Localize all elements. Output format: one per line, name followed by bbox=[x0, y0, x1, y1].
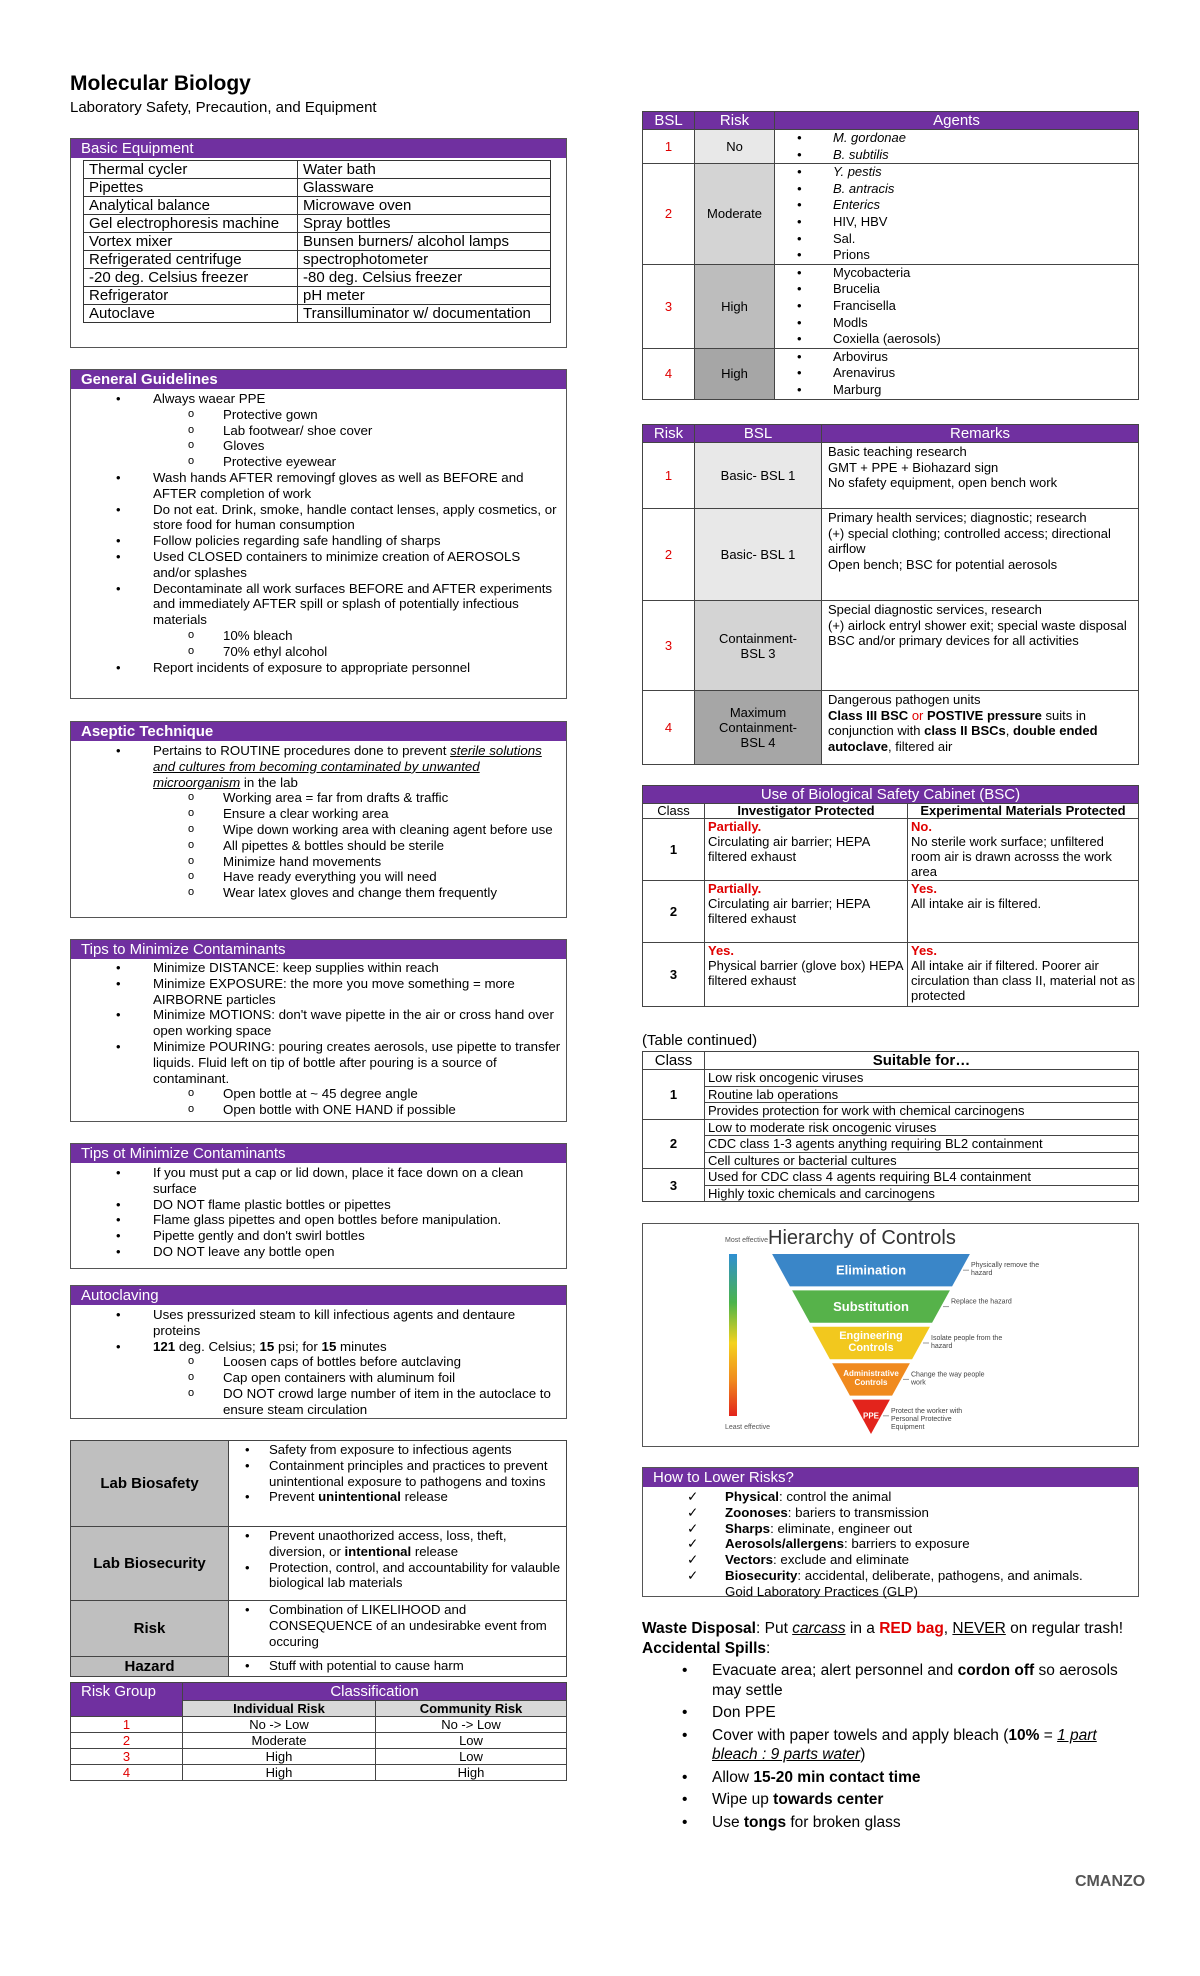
bsl-level: Basic- BSL 1 bbox=[695, 443, 822, 509]
list-item: • Stuff with potential to cause harm bbox=[229, 1658, 566, 1674]
list-item: o Have ready everything you will need bbox=[71, 869, 561, 885]
table-cell: Water bath bbox=[298, 161, 551, 179]
table-cell: 3 bbox=[71, 1749, 183, 1765]
table-row bbox=[643, 943, 1139, 1007]
table-cell: Low bbox=[376, 1733, 567, 1749]
table-cell: No -> Low bbox=[376, 1717, 567, 1733]
row-details bbox=[229, 1527, 567, 1601]
list-item: • Always waear PPE bbox=[71, 391, 561, 407]
least-effective-label: Least effective bbox=[725, 1424, 771, 1431]
column-header: Class bbox=[643, 804, 705, 819]
bsl-level: Containment- BSL 3 bbox=[695, 601, 822, 691]
list-item: • Do not eat. Drink, smoke, handle contact lenses, apply cosmetics, or store food for human consumption bbox=[71, 502, 561, 534]
list-item: • Minimize MOTIONS: don't wave pipette in the air or cross hand over open working space bbox=[71, 1007, 561, 1039]
list-item: • Protection, control, and accountability for valauble biological lab materials bbox=[229, 1560, 566, 1592]
waste-disposal-line: Waste Disposal: Put carcass in a RED bag, NEVER on regular trash! bbox=[642, 1620, 1124, 1637]
risk-level: 3 bbox=[643, 601, 695, 691]
column-header: Remarks bbox=[822, 425, 1139, 443]
suitable-cell bbox=[705, 1169, 1139, 1202]
bsc-table bbox=[642, 785, 1139, 1007]
list-item: o Open bottle at ~ 45 degree angle bbox=[71, 1086, 561, 1102]
list-item: • Francisella bbox=[775, 298, 1138, 315]
table-cell: Bunsen burners/ alcohol lamps bbox=[298, 233, 551, 251]
materials-cell: Yes. All intake air if filtered. Poorer air circulation than class II, material not as protected bbox=[908, 943, 1139, 1007]
accidental-spills-title: Accidental Spills: bbox=[642, 1639, 771, 1657]
table-cell: Transilluminator w/ documentation bbox=[298, 305, 551, 323]
list-item: • Sal. bbox=[775, 231, 1138, 248]
list-item-extra: Goid Laboratory Practices (GLP) bbox=[725, 1583, 918, 1599]
general-guidelines-section bbox=[70, 369, 567, 699]
risk-level: 4 bbox=[643, 691, 695, 765]
table-cell: Spray bottles bbox=[298, 215, 551, 233]
table-row bbox=[84, 179, 551, 197]
biosafety-table bbox=[70, 1440, 567, 1677]
list-item: • Flame glass pipettes and open bottles before manipulation. bbox=[71, 1212, 561, 1228]
row-label: Hazard bbox=[71, 1657, 229, 1677]
list-item: • Wipe up towards center bbox=[682, 1791, 884, 1808]
list-item: • Combination of LIKELIHOOD and CONSEQUENCE of an undesirabke event from occuring bbox=[229, 1602, 566, 1649]
list-item: • B. subtilis bbox=[775, 147, 1138, 164]
aseptic-technique-section bbox=[70, 721, 567, 918]
table-cell: No -> Low bbox=[183, 1717, 376, 1733]
list-item: o Lab footwear/ shoe cover bbox=[71, 423, 561, 439]
list-item: • Y. pestis bbox=[775, 164, 1138, 181]
agents-cell bbox=[775, 164, 1139, 265]
column-header: Class bbox=[643, 1052, 705, 1070]
list-item: • Report incidents of exposure to appropriate personnel bbox=[71, 660, 561, 676]
list-item: • Allow 15-20 min contact time bbox=[682, 1768, 921, 1786]
list-item: • Uses pressurized steam to kill infectious agents and dentaure proteins bbox=[71, 1307, 561, 1339]
table-cell: 1 bbox=[71, 1717, 183, 1733]
document-subtitle: Laboratory Safety, Precaution, and Equipment bbox=[70, 99, 377, 116]
table-row bbox=[643, 881, 1139, 943]
table-row bbox=[84, 305, 551, 323]
table-row bbox=[71, 1527, 567, 1601]
agents-list bbox=[775, 164, 1138, 264]
table-cell: Glassware bbox=[298, 179, 551, 197]
checkmark-icon: ✓ bbox=[687, 1489, 699, 1504]
suitable-line: Provides protection for work with chemical carcinogens bbox=[708, 1103, 1025, 1118]
aseptic-list bbox=[71, 743, 561, 901]
list-item: • Pipette gently and don't swirl bottles bbox=[71, 1228, 561, 1244]
column-header: Experimental Materials Protected bbox=[908, 804, 1139, 819]
class-number: 2 bbox=[643, 881, 705, 943]
document-title: Molecular Biology bbox=[70, 72, 251, 95]
table-row bbox=[71, 1441, 567, 1527]
details-list bbox=[229, 1601, 566, 1649]
table-row bbox=[71, 1657, 567, 1677]
table-cell: Refrigerator bbox=[84, 287, 298, 305]
suitable-cell bbox=[705, 1119, 1139, 1169]
table-row bbox=[71, 1601, 567, 1657]
bsl-level: Maximum Containment- BSL 4 bbox=[695, 691, 822, 765]
section-header: Tips to Minimize Contaminants bbox=[71, 940, 566, 959]
bsl-level: Basic- BSL 1 bbox=[695, 509, 822, 601]
waste-disposal-section bbox=[642, 1619, 1162, 1832]
list-item: • Used CLOSED containers to minimize creation of AEROSOLS and/or splashes bbox=[71, 549, 561, 581]
table-row bbox=[643, 264, 1139, 348]
bsl-agents-table bbox=[642, 111, 1139, 400]
column-header: Investigator Protected bbox=[705, 804, 908, 819]
hierarchy-title: Hierarchy of Controls bbox=[768, 1227, 956, 1249]
section-header: Basic Equipment bbox=[71, 139, 566, 158]
level-3-description: Isolate people from the hazard bbox=[931, 1335, 1003, 1350]
guidelines-list bbox=[71, 391, 561, 675]
list-item: • Marburg bbox=[775, 382, 1138, 399]
row-label: Lab Biosafety bbox=[71, 1441, 229, 1527]
risk-group-table bbox=[70, 1682, 567, 1781]
risk-level: High bbox=[695, 264, 775, 348]
table-cell: -20 deg. Celsius freezer bbox=[84, 269, 298, 287]
autoclaving-list bbox=[71, 1307, 561, 1418]
remark-line: Class III BSC or POSTIVE pressure suits in conjunction with class II BSCs, double ended autoclave, filtered air bbox=[828, 707, 1098, 754]
lower-risks-list bbox=[643, 1489, 1138, 1600]
bsl-level: 4 bbox=[643, 348, 695, 399]
remark-line: (+) airlock entryl shower exit; special waste disposal bbox=[828, 617, 1127, 633]
list-item: • Arenavirus bbox=[775, 365, 1138, 382]
header-row bbox=[643, 425, 1139, 443]
level-1-description: Physically remove the hazard bbox=[971, 1262, 1040, 1278]
column-header: Suitable for… bbox=[705, 1052, 1139, 1070]
section-header: General Guidelines bbox=[71, 370, 566, 389]
level-4-name: Administrative Controls bbox=[843, 1369, 899, 1388]
table-cell: -80 deg. Celsius freezer bbox=[298, 269, 551, 287]
checkmark-icon: ✓ bbox=[687, 1552, 699, 1568]
agents-list bbox=[775, 265, 1138, 348]
risk-level: 2 bbox=[643, 509, 695, 601]
hierarchy-of-controls bbox=[642, 1223, 1139, 1447]
remark-line: Primary health services; diagnostic; research bbox=[828, 510, 1087, 525]
suitable-line: Cell cultures or bacterial cultures bbox=[708, 1152, 897, 1168]
details-list bbox=[229, 1527, 566, 1591]
tips-minimize-section bbox=[70, 939, 567, 1122]
autoclaving-section bbox=[70, 1285, 567, 1419]
table-cell: pH meter bbox=[298, 287, 551, 305]
list-item: • HIV, HBV bbox=[775, 214, 1138, 231]
bsl-level: 2 bbox=[643, 164, 695, 265]
level-2-name: Substitution bbox=[833, 1298, 909, 1314]
list-item: • B. antracis bbox=[775, 181, 1138, 198]
table-cell: High bbox=[183, 1749, 376, 1765]
column-header: Risk Group bbox=[71, 1683, 183, 1717]
list-item: • Minimize DISTANCE: keep supplies within reach bbox=[71, 960, 561, 976]
details-list bbox=[229, 1441, 566, 1505]
tips-ot-minimize-section bbox=[70, 1143, 567, 1269]
effectiveness-bar bbox=[729, 1254, 737, 1416]
checkmark-icon: ✓ bbox=[687, 1520, 699, 1536]
table-row bbox=[643, 819, 1139, 881]
table-row bbox=[643, 443, 1139, 509]
table-cell: High bbox=[376, 1765, 567, 1781]
remark-line: Basic teaching research bbox=[828, 444, 967, 459]
table-row bbox=[84, 215, 551, 233]
list-item: • Enterics bbox=[775, 197, 1138, 214]
list-item: • Minimize POURING: pouring creates aerosols, use pipette to transfer liquids. Fluid left on tip of bottle after pouring is a source of contaminant. bbox=[71, 1039, 561, 1086]
list-item: o DO NOT crowd large number of item in the autoclace to ensure steam circulation bbox=[71, 1386, 561, 1418]
tips-list bbox=[71, 960, 561, 1118]
column-header: Classification bbox=[183, 1683, 567, 1701]
tips-list bbox=[71, 1165, 561, 1260]
details-list bbox=[229, 1657, 566, 1674]
list-item: • Decontaminate all work surfaces BEFORE and AFTER experiments and immediately AFTER spill or splash of potentially infectious materials bbox=[71, 581, 561, 628]
table-cell: Pipettes bbox=[84, 179, 298, 197]
table-cell: Analytical balance bbox=[84, 197, 298, 215]
remarks-cell bbox=[822, 443, 1139, 509]
table-cell: spectrophotometer bbox=[298, 251, 551, 269]
table-row bbox=[643, 691, 1139, 765]
table-title: Use of Biological Safety Cabinet (BSC) bbox=[643, 786, 1139, 804]
column-header: BSL bbox=[695, 425, 822, 443]
risk-level: Moderate bbox=[695, 164, 775, 265]
list-item: • If you must put a cap or lid down, place it face down on a clean surface bbox=[71, 1165, 561, 1197]
table-cell: Autoclave bbox=[84, 305, 298, 323]
list-item: • Safety from exposure to infectious agents bbox=[229, 1442, 566, 1458]
row-label: Risk bbox=[71, 1601, 229, 1657]
list-item: • Pertains to ROUTINE procedures done to prevent sterile solutions and cultures from becoming contaminated by unwanted microorganism in the lab bbox=[71, 743, 561, 790]
table-row bbox=[643, 1119, 1139, 1169]
list-item: • Coxiella (aerosols) bbox=[775, 331, 1138, 348]
table-row bbox=[71, 1749, 567, 1765]
table-row bbox=[84, 161, 551, 179]
materials-cell: Yes. All intake air is filtered. bbox=[908, 881, 1139, 943]
list-item: • Wash hands AFTER removingf gloves as well as BEFORE and AFTER completion of work bbox=[71, 470, 561, 502]
bsc-suitable-table bbox=[642, 1051, 1139, 1202]
suitable-cell bbox=[705, 1070, 1139, 1120]
section-header: How to Lower Risks? bbox=[643, 1468, 1138, 1487]
equipment-table bbox=[83, 160, 551, 323]
remarks-cell bbox=[822, 601, 1139, 691]
table-row bbox=[643, 1169, 1139, 1202]
table-row bbox=[643, 164, 1139, 265]
list-item: o Protective eyewear bbox=[71, 454, 561, 470]
level-3-name: Engineering Controls bbox=[839, 1330, 903, 1355]
suitable-line: Low risk oncogenic viruses bbox=[705, 1070, 1138, 1087]
table-cell: Low bbox=[376, 1749, 567, 1765]
list-item: ✓ Biosecurity: accidental, deliberate, pathogens, and animals. bbox=[687, 1567, 1083, 1583]
list-item: • Follow policies regarding safe handling of sharps bbox=[71, 533, 561, 549]
table-row bbox=[71, 1733, 567, 1749]
investigator-cell: Partially. Circulating air barrier; HEPA filtered exhaust bbox=[705, 881, 908, 943]
risk-level: No bbox=[695, 130, 775, 164]
spills-list bbox=[642, 1661, 1162, 1832]
bsl-level: 3 bbox=[643, 264, 695, 348]
remark-line: (+) special clothing; controlled access; directional airflow bbox=[828, 525, 1111, 556]
list-item: • Arbovirus bbox=[775, 349, 1138, 366]
header-row bbox=[643, 786, 1139, 804]
list-item: • DO NOT flame plastic bottles or pipettes bbox=[71, 1197, 561, 1213]
class-number: 2 bbox=[643, 1119, 705, 1169]
list-item: • Minimize EXPOSURE: the more you move something = more AIRBORNE particles bbox=[71, 976, 561, 1008]
list-item: • Don PPE bbox=[682, 1704, 776, 1721]
hierarchy-diagram bbox=[643, 1224, 1138, 1446]
class-number: 3 bbox=[643, 943, 705, 1007]
class-number: 3 bbox=[643, 1169, 705, 1202]
list-item: • Mycobacteria bbox=[775, 265, 1138, 282]
agents-cell bbox=[775, 130, 1139, 164]
list-item: o Wear latex gloves and change them frequently bbox=[71, 885, 561, 901]
list-item: ✓ Aerosols/allergens: barriers to exposure bbox=[687, 1536, 970, 1552]
table-row bbox=[643, 348, 1139, 399]
investigator-cell: Partially. Circulating air barrier; HEPA filtered exhaust bbox=[705, 819, 908, 881]
column-header: Agents bbox=[775, 112, 1139, 130]
list-item: • Cover with paper towels and apply bleach (10% = 1 part bleach : 9 parts water) bbox=[682, 1726, 1097, 1763]
table-row bbox=[643, 1070, 1139, 1120]
suitable-line: CDC class 1-3 agents anything requiring BL2 containment bbox=[705, 1136, 1138, 1153]
agents-cell bbox=[775, 348, 1139, 399]
list-item: • Use tongs for broken glass bbox=[682, 1813, 901, 1831]
level-1-name: Elimination bbox=[835, 1262, 907, 1278]
remark-line: No sfafety equipment, open bench work bbox=[828, 475, 1058, 490]
risk-remarks-table bbox=[642, 424, 1139, 765]
section-header: Aseptic Technique bbox=[71, 722, 566, 741]
table-row bbox=[84, 233, 551, 251]
remarks-cell bbox=[822, 509, 1139, 601]
suitable-line: Low to moderate risk oncogenic viruses bbox=[705, 1120, 1138, 1137]
hierarchy-levels bbox=[772, 1254, 1039, 1434]
table-cell: 2 bbox=[71, 1733, 183, 1749]
list-item: ✓ Physical: control the animal bbox=[687, 1489, 892, 1504]
column-header: Risk bbox=[695, 112, 775, 130]
section-header: Autoclaving bbox=[71, 1286, 566, 1305]
materials-cell: No. No sterile work surface; unfiltered room air is drawn acrosss the work area bbox=[908, 819, 1139, 881]
table-row bbox=[84, 197, 551, 215]
suitable-line: Used for CDC class 4 agents requiring BL4 containment bbox=[705, 1169, 1138, 1186]
agents-cell bbox=[775, 264, 1139, 348]
checkmark-icon: ✓ bbox=[687, 1504, 699, 1520]
list-item: o 70% ethyl alcohol bbox=[71, 644, 561, 660]
table-cell: Gel electrophoresis machine bbox=[84, 215, 298, 233]
agents-list bbox=[775, 349, 1138, 399]
list-item: o Working area = far from drafts & traffic bbox=[71, 790, 561, 806]
list-item: • DO NOT leave any bottle open bbox=[71, 1244, 561, 1260]
section-header: Tips ot Minimize Contaminants bbox=[71, 1144, 566, 1163]
list-item: ✓ Sharps: eliminate, engineer out bbox=[687, 1520, 913, 1536]
bsl-level: 1 bbox=[643, 130, 695, 164]
list-item: • Brucelia bbox=[775, 281, 1138, 298]
list-item: • Modls bbox=[775, 315, 1138, 332]
list-item: o Minimize hand movements bbox=[71, 854, 561, 870]
lower-risks-section bbox=[642, 1467, 1139, 1597]
list-item: • Evacuate area; alert personnel and cordon off so aerosols may settle bbox=[682, 1662, 1118, 1699]
table-cell: High bbox=[183, 1765, 376, 1781]
list-item: ✓ Zoonoses: bariers to transmission bbox=[687, 1504, 929, 1520]
subheader: Community Risk bbox=[376, 1701, 567, 1717]
investigator-cell: Yes. Physical barrier (glove box) HEPA filtered exhaust bbox=[705, 943, 908, 1007]
row-details bbox=[229, 1441, 567, 1527]
risk-level: High bbox=[695, 348, 775, 399]
list-item: • Prions bbox=[775, 247, 1138, 264]
list-item: o Ensure a clear working area bbox=[71, 806, 561, 822]
list-item: • Prevent unintentional release bbox=[229, 1489, 566, 1505]
table-row bbox=[71, 1765, 567, 1781]
table-row bbox=[643, 601, 1139, 691]
table-row bbox=[71, 1717, 567, 1733]
checkmark-icon: ✓ bbox=[687, 1536, 699, 1552]
most-effective-label: Most effective bbox=[725, 1237, 769, 1244]
remarks-cell bbox=[822, 691, 1139, 765]
list-item: o Open bottle with ONE HAND if possible bbox=[71, 1102, 561, 1118]
row-label: Lab Biosecurity bbox=[71, 1527, 229, 1601]
header-row bbox=[643, 112, 1139, 130]
list-item: o Cap open containers with aluminum foil bbox=[71, 1370, 561, 1386]
list-item: • M. gordonae bbox=[775, 130, 1138, 147]
table-row bbox=[84, 287, 551, 305]
column-header: BSL bbox=[643, 112, 695, 130]
remark-line: BSC and/or primary devices for all activities bbox=[828, 633, 1079, 648]
header-row bbox=[71, 1683, 567, 1701]
list-item: o Wipe down working area with cleaning agent before use bbox=[71, 822, 561, 838]
checkmark-icon: ✓ bbox=[687, 1567, 699, 1583]
remark-line: GMT + PPE + Biohazard sign bbox=[828, 459, 999, 475]
author-label: CMANZO bbox=[1075, 1873, 1146, 1890]
level-5-description: Protect the worker with Personal Protective Equipment bbox=[891, 1407, 963, 1431]
table-row bbox=[643, 130, 1139, 164]
list-item: o Gloves bbox=[71, 438, 561, 454]
remark-line: Open bench; BSC for potential aerosols bbox=[828, 556, 1058, 572]
level-5-name: PPE bbox=[862, 1411, 880, 1421]
suitable-line: Highly toxic chemicals and carcinogens bbox=[708, 1185, 935, 1201]
column-header: Risk bbox=[643, 425, 695, 443]
list-item: • 121 deg. Celsius; 15 psi; for 15 minutes bbox=[71, 1339, 561, 1355]
list-item: • Prevent unaothorized access, loss, theft, diversion, or intentional release bbox=[229, 1528, 566, 1560]
table-cell: Thermal cycler bbox=[84, 161, 298, 179]
class-number: 1 bbox=[643, 1070, 705, 1120]
subheader: Individual Risk bbox=[183, 1701, 376, 1717]
header-row bbox=[643, 1052, 1139, 1070]
class-number: 1 bbox=[643, 819, 705, 881]
table-cell: Vortex mixer bbox=[84, 233, 298, 251]
suitable-line: Routine lab operations bbox=[705, 1087, 1138, 1104]
table-cell: Refrigerated centrifuge bbox=[84, 251, 298, 269]
list-item: o Loosen caps of bottles before autclaving bbox=[71, 1354, 561, 1370]
risk-level: 1 bbox=[643, 443, 695, 509]
list-item: ✓ Vectors: exclude and eliminate bbox=[687, 1552, 910, 1568]
table-cell: 4 bbox=[71, 1765, 183, 1781]
row-details bbox=[229, 1601, 567, 1657]
remark-line: Special diagnostic services, research bbox=[828, 602, 1042, 617]
table-row bbox=[84, 269, 551, 287]
list-item: o All pipettes & bottles should be sterile bbox=[71, 838, 561, 854]
list-item: • Containment principles and practices to prevent unintentional exposure to pathogens and toxins bbox=[229, 1458, 566, 1490]
list-item: o 10% bleach bbox=[71, 628, 561, 644]
basic-equipment-section bbox=[70, 138, 567, 348]
table-row bbox=[643, 509, 1139, 601]
page-title bbox=[70, 72, 377, 116]
table-cell: Microwave oven bbox=[298, 197, 551, 215]
level-2-description: Replace the hazard bbox=[951, 1298, 1012, 1306]
table-row bbox=[84, 251, 551, 269]
row-details bbox=[229, 1657, 567, 1677]
header-row bbox=[643, 804, 1139, 819]
level-4-description: Change the way people work bbox=[911, 1371, 985, 1387]
remark-line: Dangerous pathogen units bbox=[828, 692, 981, 707]
table-cell: Moderate bbox=[183, 1733, 376, 1749]
table-continued-note: (Table continued) bbox=[642, 1032, 758, 1049]
agents-list bbox=[775, 130, 1138, 163]
list-item: o Protective gown bbox=[71, 407, 561, 423]
